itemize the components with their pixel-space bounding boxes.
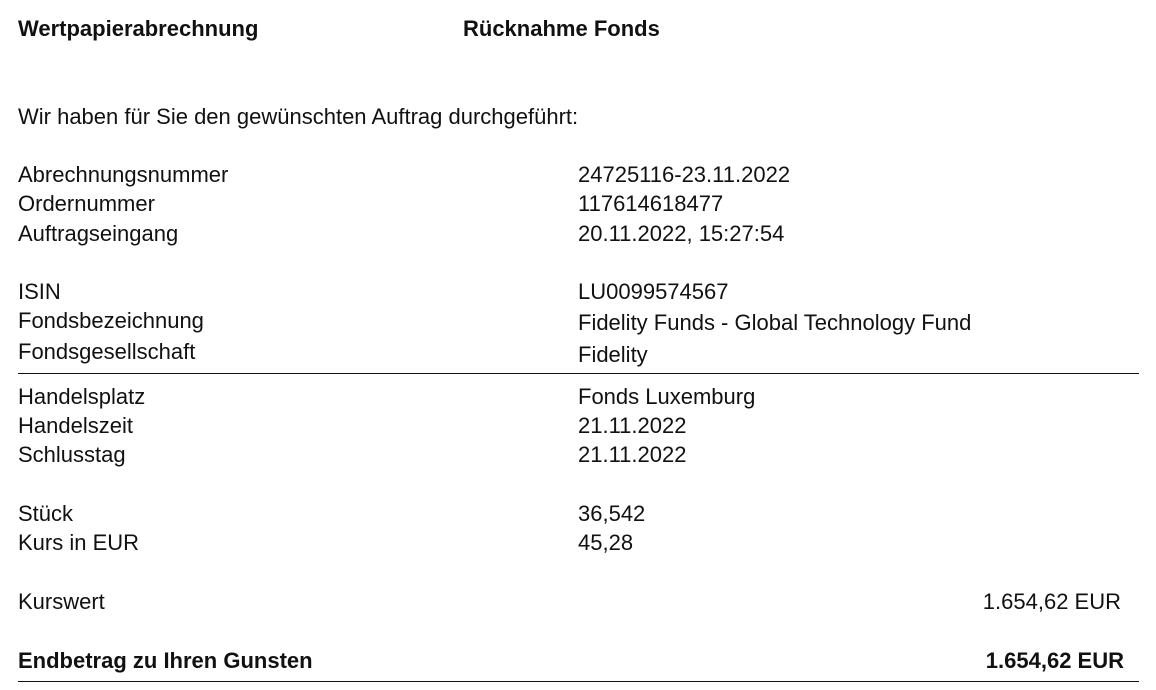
kurswert-label: Kurswert bbox=[18, 589, 105, 614]
isin-value: LU0099574567 bbox=[578, 279, 729, 304]
fondsbezeichnung-value: Fidelity Funds - Global Technology Fund bbox=[578, 310, 972, 335]
ordernummer-label: Ordernummer bbox=[18, 191, 155, 216]
handelszeit-value: 21.11.2022 bbox=[578, 413, 687, 438]
stueck-value: 36,542 bbox=[578, 501, 646, 526]
handelsplatz-label: Handelsplatz bbox=[18, 384, 146, 409]
schlusstag-value: 21.11.2022 bbox=[578, 442, 687, 467]
transaction-type: Rücknahme Fonds bbox=[463, 16, 660, 41]
auftragseingang-value: 20.11.2022, 15:27:54 bbox=[578, 221, 785, 246]
section-divider bbox=[18, 373, 1139, 374]
ordernummer-value: 117614618477 bbox=[578, 191, 724, 216]
fondsgesellschaft-value: Fidelity bbox=[578, 342, 648, 367]
stueck-label: Stück bbox=[18, 501, 74, 526]
intro-text: Wir haben für Sie den gewünschten Auftrag durchgeführt: bbox=[18, 104, 579, 129]
endbetrag-label: Endbetrag zu Ihren Gunsten bbox=[18, 648, 313, 673]
abrechnungsnummer-value: 24725116-23.11.2022 bbox=[578, 162, 791, 187]
kurswert-value: 1.654,62 EUR bbox=[982, 589, 1121, 614]
kurs-value: 45,28 bbox=[578, 530, 634, 555]
auftragseingang-label: Auftragseingang bbox=[18, 221, 179, 246]
bottom-divider bbox=[18, 681, 1139, 682]
abrechnungsnummer-label: Abrechnungsnummer bbox=[18, 162, 229, 187]
handelsplatz-value: Fonds Luxemburg bbox=[578, 384, 756, 409]
fondsbezeichnung-label: Fondsbezeichnung bbox=[18, 308, 204, 333]
handelszeit-label: Handelszeit bbox=[18, 413, 133, 438]
schlusstag-label: Schlusstag bbox=[18, 442, 126, 467]
endbetrag-value: 1.654,62 EUR bbox=[985, 648, 1124, 673]
kurs-label: Kurs in EUR bbox=[18, 530, 140, 555]
isin-label: ISIN bbox=[18, 279, 61, 304]
document-title: Wertpapierabrechnung bbox=[18, 16, 259, 41]
fondsgesellschaft-label: Fondsgesellschaft bbox=[18, 339, 196, 364]
